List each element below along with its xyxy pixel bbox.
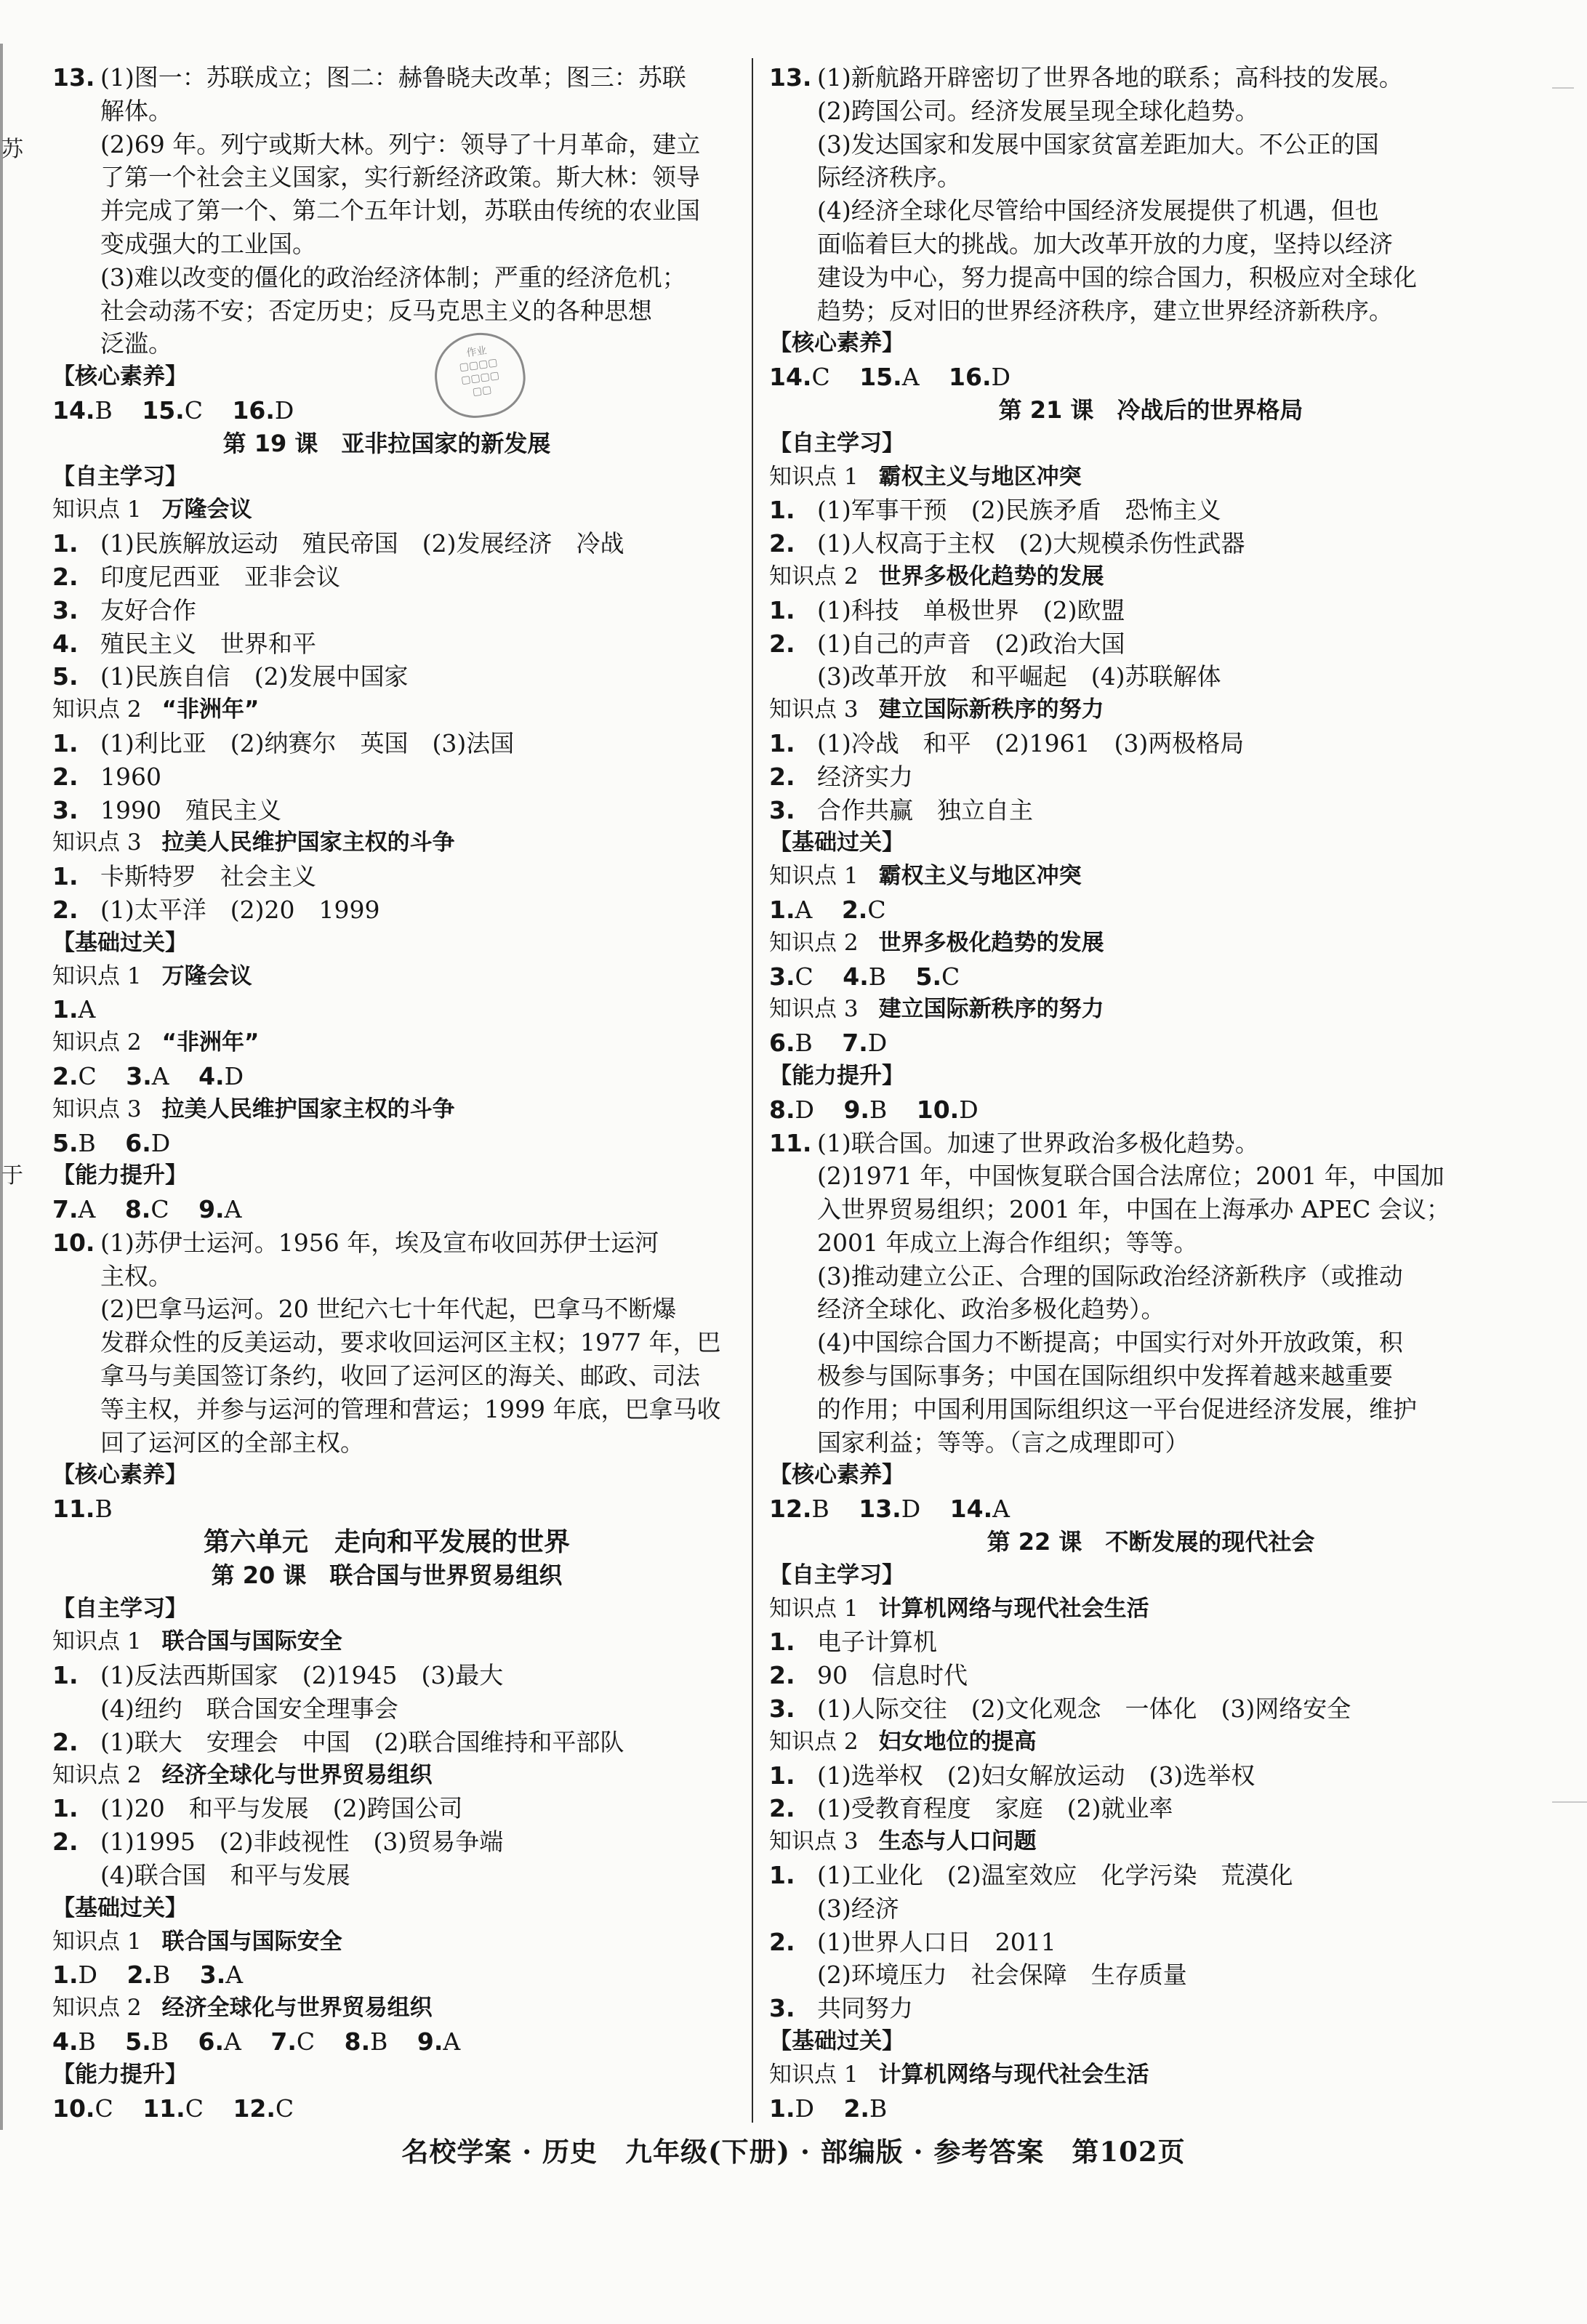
answer-row [52,1193,721,1226]
answer-choice: 15.A [859,363,920,392]
list-item: 2. 1960 [52,760,721,794]
answer-choice: 12.B [769,1495,829,1524]
item-number: 2. [843,2094,869,2123]
item-number: 1. [769,728,795,757]
answer-row [769,1093,1532,1127]
item-number: 1. [52,1661,79,1690]
section-heading: 【基础过关】 [769,829,904,856]
margin-fragment: 苏 [1,137,23,162]
answer-choice: 2.C [52,1061,97,1090]
list-item: 2. (1)太平洋 (2)20 1999 [52,893,721,927]
item-number: 14. [949,1495,993,1524]
answer-row [52,1127,721,1160]
answer-11: 11. (1)联合国。加速了世界政治多极化趋势。 (2)1971 年，中国恢复联合国合法席位；2001 年，中国加 入世界贸易组织；2001 年，中国在上海承办 APEC 会议； 2001 年成立上海合作组织；等等。 (3)推动建立公正、合理的国际政治经济新秩序（或推动 经济全球化、政治多极化趋势）。 (4)中国综合国力不断提高；中国实行对外开放政策，积 极参与国际事务；中国在国际组织中发挥着越来越重要 的作用；中国利用国际组织这一平台促进经济发展，维护 国家利益；等等。（言之成理即可） [769,1127,1532,1460]
item-number: 1. [769,496,795,525]
answer-choice: 1.A [52,995,96,1024]
answer-choice: 14.A [949,1495,1010,1524]
section-heading: 【自主学习】 [769,430,904,457]
item-number: 11. [142,2094,185,2123]
item-number: 1. [52,1961,79,1990]
item-number: 12. [233,2094,276,2123]
list-item: 1. 电子计算机 [769,1625,1532,1659]
item-number: 7. [270,2027,297,2056]
answer-10: 10. (1)苏伊士运河。1956 年，埃及宣布收回苏伊士运河 主权。 (2)巴拿马运河。20 世纪六七十年代起，巴拿马不断爆 发群众性的反美运动，要求收回运河区主权；1977 年，巴 拿马与美国签订条约，收回了运河区的海关、邮政、司法 等主权，并参与运河的管理和营运；1999 年底，巴拿马收 回了运河区的全部主权。 [52,1226,721,1460]
watermark-stamp: 作业 ▢▢▢▢ ▢▢▢▢ ▢▢ [430,327,531,423]
list-item: 2. 90 信息时代 [769,1659,1532,1692]
item-number: 15. [142,395,185,425]
section-heading: 【基础过关】 [769,2028,904,2055]
answer-row [52,2025,721,2059]
answer-choice: 16.D [949,363,1011,392]
answer-row [769,1026,1532,1060]
item-number: 5. [52,1128,79,1157]
item-number: 7. [842,1029,868,1058]
knowledge-point-heading: 知识点 3 拉美人民维护国家主权的斗争 [52,829,455,856]
answer-choice: 5.B [125,2027,169,2056]
knowledge-point-heading: 知识点 2 妇女地位的提高 [769,1728,1037,1755]
item-number: 10. [916,1095,960,1124]
section-heading: 【自主学习】 [52,463,188,490]
section-heading: 【基础过关】 [52,1894,188,1921]
answer-choice: 3.A [199,1961,244,1990]
section-heading: 【能力提升】 [52,2061,188,2088]
answer-choice: 5.C [915,962,960,991]
item-number: 8. [344,2027,371,2056]
knowledge-point-heading: 知识点 1 霸权主义与地区冲突 [769,863,1082,890]
answer-choice: 4.B [843,962,887,991]
item-number: 1. [769,895,795,924]
item-number: 3. [126,1061,152,1090]
unit-title: 第六单元 走向和平发展的世界 [203,1527,570,1558]
list-item: 1. (1)工业化 (2)温室效应 化学污染 荒漠化 (3)经济 [769,1859,1532,1926]
list-item: 2. (1)自己的声音 (2)政治大国 (3)改革开放 和平崛起 (4)苏联解体 [769,627,1532,694]
item-number: 6. [769,1029,795,1058]
list-item: 1. (1)民族解放运动 殖民帝国 (2)发展经济 冷战 [52,527,721,560]
answer-choice: 1.D [52,1961,97,1990]
knowledge-point-heading: 知识点 3 生态与人口问题 [769,1828,1037,1855]
item-number: 3. [769,962,795,991]
item-number: 8. [769,1095,795,1124]
item-number: 12. [769,1495,812,1524]
answer-choice: 4.D [198,1061,244,1090]
item-number: 5. [52,662,79,691]
answer-choice: 8.B [344,2027,388,2056]
knowledge-point-heading: 知识点 1 联合国与国际安全 [52,1628,342,1655]
list-item: 3. 共同努力 [769,1992,1532,2025]
knowledge-point-heading: 知识点 1 计算机网络与现代社会生活 [769,1595,1149,1622]
answer-choice: 6.D [125,1128,171,1157]
list-item: 3. 友好合作 [52,594,721,627]
item-number: 16. [949,363,992,392]
knowledge-point-heading: 知识点 3 建立国际新秩序的努力 [769,696,1104,723]
item-number: 6. [198,2027,225,2056]
knowledge-point-heading: 知识点 2 经济全球化与世界贸易组织 [52,1761,433,1788]
item-number: 1. [52,529,79,558]
answer-choice: 14.C [769,363,830,392]
answer-row [52,1060,721,1093]
margin-rule [0,44,3,2130]
item-number: 11. [769,1128,812,1157]
answer-choice: 7.C [270,2027,316,2056]
list-item: 2. (1)受教育程度 家庭 (2)就业率 [769,1792,1532,1825]
answer-choice: 9.A [198,1195,242,1224]
answer-choice: 8.C [124,1195,169,1224]
list-item: 2. 经济实力 [769,760,1532,794]
answer-row [52,2092,721,2126]
left-column [52,61,721,2125]
knowledge-point-heading: 知识点 2 经济全球化与世界贸易组织 [52,1995,433,2022]
item-number: 1. [769,595,795,624]
knowledge-point-heading: 知识点 2 “非洲年” [52,1029,260,1056]
answer-row [769,893,1532,927]
item-number: 2. [769,629,795,658]
answer-row [52,394,721,427]
item-number: 3. [769,1694,795,1724]
section-heading: 【核心素养】 [52,1462,188,1489]
list-item: 3. 1990 殖民主义 [52,794,721,827]
section-heading: 【核心素养】 [769,1462,904,1489]
answer-row [52,1492,721,1526]
item-number: 4. [52,629,79,658]
section-heading: 【能力提升】 [769,1062,904,1089]
item-number: 2. [769,762,795,791]
answer-choice: 9.A [417,2027,461,2056]
answer-choice: 7.D [842,1029,888,1058]
item-number: 3. [52,595,79,624]
item-number: 6. [125,1128,151,1157]
item-number: 2. [841,895,868,924]
answer-choice: 1.A [769,895,813,924]
list-item: 1. (1)20 和平与发展 (2)跨国公司 [52,1792,721,1825]
item-number: 1. [52,1794,79,1823]
item-number: 7. [52,1195,79,1224]
answer-choice: 2.C [841,895,886,924]
item-number: 1. [769,2094,795,2123]
list-item: 5. (1)民族自信 (2)发展中国家 [52,660,721,693]
page-footer: 名校学案 · 历史 九年级(下册) · 部编版 · 参考答案 第102页 [401,2136,1186,2168]
edge-tick [1552,87,1574,89]
answer-row [769,1492,1532,1526]
knowledge-point-heading: 知识点 2 世界多极化趋势的发展 [769,929,1104,956]
list-item: 1. 卡斯特罗 社会主义 [52,860,721,893]
knowledge-point-heading: 知识点 1 霸权主义与地区冲突 [769,463,1082,490]
item-number: 2. [52,895,79,924]
answer-choice: 16.D [232,395,294,425]
answer-choice: 4.B [52,2027,96,2056]
item-number: 4. [198,1061,225,1090]
answer-choice: 12.C [233,2094,294,2123]
knowledge-point-heading: 知识点 2 “非洲年” [52,696,260,723]
answer-choice: 3.A [126,1061,169,1090]
item-number: 14. [52,395,95,425]
item-number: 1. [52,862,79,891]
list-item: 1. (1)反法西斯国家 (2)1945 (3)最大 (4)纽约 联合国安全理事会 [52,1659,721,1726]
section-heading: 【基础过关】 [52,929,188,956]
item-number: 8. [124,1195,151,1224]
knowledge-point-heading: 知识点 2 世界多极化趋势的发展 [769,563,1104,590]
item-number: 1. [52,728,79,757]
answer-choice: 14.B [52,395,113,425]
right-column [769,61,1532,2125]
list-item: 2. (1)联大 安理会 中国 (2)联合国维持和平部队 [52,1726,721,1759]
lesson-title: 第 22 课 不断发展的现代社会 [987,1528,1315,1556]
knowledge-point-heading: 知识点 1 万隆会议 [52,962,252,989]
list-item: 1. (1)科技 单极世界 (2)欧盟 [769,594,1532,627]
answer-row [769,361,1532,394]
item-number: 1. [52,995,79,1024]
item-number: 10. [52,2094,95,2123]
answer-choice: 6.B [769,1029,813,1058]
list-item: 2. (1)人权高于主权 (2)大规模杀伤性武器 [769,527,1532,560]
item-number: 2. [769,1661,795,1690]
answer-choice: 2.B [843,2094,888,2123]
item-number: 13. [859,1495,901,1524]
answer-choice: 10.C [52,2094,113,2123]
section-heading: 【核心素养】 [769,330,904,357]
item-number: 15. [859,363,902,392]
item-number: 10. [52,1228,95,1257]
item-number: 5. [125,2027,151,2056]
list-item: 1. (1)冷战 和平 (2)1961 (3)两极格局 [769,727,1532,760]
item-number: 9. [198,1195,225,1224]
answer-row [52,1958,721,1992]
item-number: 4. [843,962,869,991]
knowledge-point-heading: 知识点 3 拉美人民维护国家主权的斗争 [52,1095,455,1122]
answer-row [769,2092,1532,2126]
list-item: 3. (1)人际交往 (2)文化观念 一体化 (3)网络安全 [769,1692,1532,1726]
answer-choice: 10.D [916,1095,979,1124]
item-number: 5. [915,962,942,991]
answer-choice: 5.B [52,1128,96,1157]
section-heading: 【自主学习】 [52,1595,188,1622]
knowledge-point-heading: 知识点 1 万隆会议 [52,496,252,523]
item-number: 2. [769,529,795,558]
item-number: 3. [52,795,79,824]
item-number: 1. [769,1628,795,1657]
knowledge-point-heading: 知识点 1 联合国与国际安全 [52,1928,342,1955]
answer-13: 13. (1)新航路开辟密切了世界各地的联系；高科技的发展。 (2)跨国公司。经济发展呈现全球化趋势。 (3)发达国家和发展中国家贫富差距加大。不公正的国 际经济秩序。 (4)经济全球化尽管给中国经济发展提供了机遇，但也 面临着巨大的挑战。加大改革开放的力度，坚持以经济 建设为中心，努力提高中国的综合国力，积极应对全球化 趋势；反对旧的世界经济秩序，建立世界经济新秩序。 [769,61,1532,327]
item-number: 14. [769,363,812,392]
list-item: 1. (1)军事干预 (2)民族矛盾 恐怖主义 [769,494,1532,527]
list-item: 1. (1)利比亚 (2)纳赛尔 英国 (3)法国 [52,727,721,760]
answer-choice: 15.C [142,395,203,425]
item-number: 2. [52,1727,79,1756]
answer-choice: 13.D [859,1495,921,1524]
section-heading: 【核心素养】 [52,363,188,390]
answer-row [52,993,721,1026]
lesson-title: 第 19 课 亚非拉国家的新发展 [222,429,551,457]
section-heading: 【自主学习】 [769,1561,904,1588]
item-number: 13. [52,63,95,92]
knowledge-point-heading: 知识点 1 计算机网络与现代社会生活 [769,2061,1149,2088]
item-number: 11. [52,1495,95,1524]
answer-choice: 7.A [52,1195,96,1224]
item-number: 1. [769,1861,795,1890]
item-number: 4. [52,2027,79,2056]
lesson-title: 第 21 课 冷战后的世界格局 [998,395,1303,424]
column-divider [752,58,753,2123]
edge-tick [1552,1801,1587,1803]
answer-choice: 1.D [769,2094,814,2123]
answer-13: 13. (1)图一：苏联成立；图二：赫鲁晓夫改革；图三：苏联 解体。 (2)69 年。列宁或斯大林。列宁：领导了十月革命，建立 了第一个社会主义国家，实行新经济政策。斯大林：领导 并完成了第一个、第二个五年计划，苏联由传统的农业国 变成强大的工业国。 (3)难以改变的僵化的政治经济体制；严重的经济危机； 社会动荡不安；否定历史；反马克思主义的各种思想 泛滥。 [52,61,721,361]
item-number: 16. [232,395,275,425]
item-number: 1. [769,1761,795,1790]
item-number: 9. [843,1095,869,1124]
item-number: 3. [199,1961,226,1990]
item-number: 2. [126,1961,153,1990]
section-heading: 【能力提升】 [52,1162,188,1189]
item-number: 2. [769,1794,795,1823]
answer-choice: 9.B [843,1095,888,1124]
item-number: 13. [769,63,812,92]
list-item: 2. (1)1995 (2)非歧视性 (3)贸易争端 (4)联合国 和平与发展 [52,1825,721,1892]
answer-choice: 11.B [52,1495,113,1524]
answer-choice: 2.B [126,1961,171,1990]
list-item: 4. 殖民主义 世界和平 [52,627,721,661]
item-number: 3. [769,795,795,824]
list-item: 2. 印度尼西亚 亚非会议 [52,560,721,594]
item-number: 3. [769,1994,795,2023]
answer-choice: 8.D [769,1095,814,1124]
list-item: 2. (1)世界人口日 2011 (2)环境压力 社会保障 生存质量 [769,1926,1532,1993]
answer-choice: 11.C [142,2094,204,2123]
item-number: 2. [769,1927,795,1956]
lesson-title: 第 20 课 联合国与世界贸易组织 [211,1561,563,1589]
margin-fragment: 于 [1,1163,23,1189]
knowledge-point-heading: 知识点 3 建立国际新秩序的努力 [769,996,1104,1023]
item-number: 2. [52,1828,79,1857]
item-number: 9. [417,2027,443,2056]
item-number: 2. [52,762,79,791]
answer-choice: 6.A [198,2027,241,2056]
list-item: 1. (1)选举权 (2)妇女解放运动 (3)选举权 [769,1759,1532,1793]
answer-row [769,960,1532,994]
list-item: 3. 合作共赢 独立自主 [769,794,1532,827]
item-number: 2. [52,1061,79,1090]
answer-choice: 3.C [769,962,813,991]
item-number: 2. [52,562,79,591]
